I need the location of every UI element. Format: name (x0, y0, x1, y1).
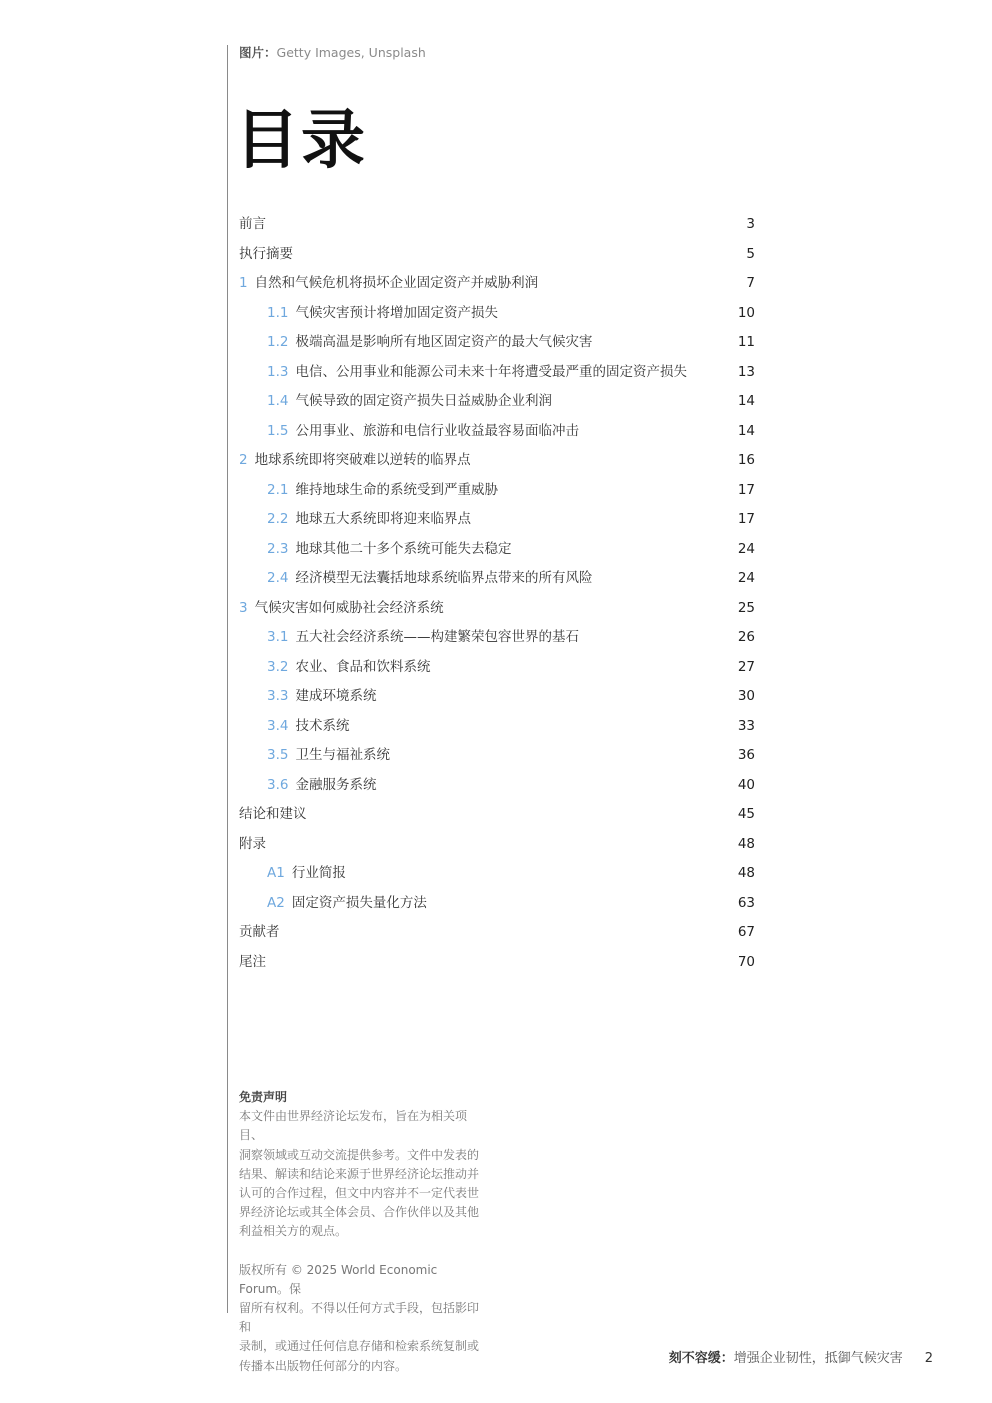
toc-entry-number: A1 (267, 865, 285, 881)
toc-entry-number: 3.4 (267, 717, 289, 734)
margin-rule (227, 45, 228, 1313)
toc-entry-title: 地球其他二十多个系统可能失去稳定 (295, 540, 512, 557)
toc-entry[interactable] (239, 948, 755, 978)
disclaimer-line: 留所有权利。不得以任何方式手段，包括影印和 (239, 1301, 480, 1335)
page-footer (669, 1347, 933, 1366)
toc-entry[interactable] (239, 859, 755, 889)
toc-entry-title: 地球系统即将突破难以逆转的临界点 (254, 452, 471, 468)
toc-entry[interactable] (239, 505, 755, 535)
toc-entry[interactable] (239, 918, 755, 948)
image-credit-label: 图片： (239, 45, 277, 60)
toc-entry-number: 1.1 (267, 304, 289, 321)
toc-entry-title: 附录 (239, 835, 266, 852)
disclaimer-line: 认可的合作过程，但文中内容并不一定代表世 (239, 1186, 480, 1201)
table-of-contents (239, 210, 755, 977)
copyright-body (239, 1261, 489, 1376)
disclaimer-line: 利益相关方的观点。 (239, 1224, 348, 1239)
toc-entry[interactable] (239, 299, 755, 329)
toc-entry-number: 2.1 (267, 481, 289, 498)
toc-entry-title: 极端高温是影响所有地区固定资产的最大气候灾害 (295, 334, 593, 350)
toc-entry-page: 70 (737, 953, 755, 970)
toc-entry-number: 1.2 (267, 334, 289, 350)
toc-entry-page: 3 (746, 216, 755, 232)
toc-entry-page: 14 (737, 393, 755, 409)
toc-entry-page: 5 (746, 245, 755, 262)
toc-entry[interactable] (239, 889, 755, 919)
toc-entry-title: 自然和气候危机将损坏企业固定资产并威胁利润 (254, 275, 539, 291)
toc-entry-page: 26 (737, 629, 755, 645)
toc-entry[interactable] (239, 240, 755, 270)
toc-entry-title: 公用事业、旅游和电信行业收益最容易面临冲击 (295, 422, 579, 439)
toc-entry-page: 24 (737, 570, 755, 586)
toc-entry-title: 地球五大系统即将迎来临界点 (295, 511, 471, 527)
disclaimer-line: 传播本出版物任何部分的内容。 (239, 1358, 408, 1373)
toc-entry-title: 执行摘要 (239, 245, 293, 262)
toc-entry-page: 48 (737, 835, 755, 852)
toc-entry-title: 金融服务系统 (295, 776, 377, 793)
toc-entry-title: 建成环境系统 (295, 688, 377, 704)
toc-entry-number: 3 (239, 599, 248, 616)
toc-entry-number: A2 (267, 894, 285, 911)
toc-entry-page: 16 (737, 452, 755, 468)
footer-report-subtitle: 增强企业韧性，抵御气候灾害 (733, 1351, 903, 1366)
toc-entry-page: 30 (737, 688, 755, 704)
toc-entry-page: 7 (746, 275, 755, 291)
toc-entry[interactable] (239, 800, 755, 830)
image-credit-text: Getty Images, Unsplash (276, 45, 426, 60)
toc-entry-page: 45 (737, 806, 755, 822)
toc-entry[interactable] (239, 328, 755, 358)
toc-entry[interactable] (239, 830, 755, 860)
toc-entry-title: 卫生与福祉系统 (295, 747, 390, 763)
toc-entry-number: 1.4 (267, 393, 289, 409)
toc-entry[interactable] (239, 712, 755, 742)
toc-entry-title: 五大社会经济系统——构建繁荣包容世界的基石 (295, 629, 579, 645)
disclaimer-title: 免责声明 (239, 1090, 288, 1104)
toc-entry-title: 固定资产损失量化方法 (291, 894, 427, 911)
toc-entry-page: 27 (737, 658, 755, 675)
toc-entry-title: 经济模型无法囊括地球系统临界点带来的所有风险 (295, 570, 593, 586)
toc-entry-page: 10 (737, 304, 755, 321)
toc-entry-page: 13 (737, 363, 755, 380)
toc-entry[interactable] (239, 269, 755, 299)
toc-entry[interactable] (239, 594, 755, 624)
toc-entry-number: 2 (239, 452, 248, 468)
image-credit (239, 43, 426, 61)
toc-entry[interactable] (239, 210, 755, 240)
toc-entry-title: 行业简报 (291, 865, 346, 881)
toc-entry-number: 2.2 (267, 511, 289, 527)
toc-entry-page: 67 (737, 924, 755, 940)
disclaimer-body (239, 1107, 489, 1241)
disclaimer-line: 本文件由世界经济论坛发布，旨在为相关项目、 (239, 1109, 468, 1143)
toc-entry[interactable] (239, 387, 755, 417)
toc-entry-number: 3.3 (267, 688, 289, 704)
disclaimer (239, 1088, 489, 1376)
page-title: 目录 (235, 104, 367, 178)
toc-entry-title: 结论和建议 (239, 806, 307, 822)
toc-entry-number: 3.6 (267, 776, 289, 793)
toc-entry-number: 3.1 (267, 629, 289, 645)
toc-entry-number: 2.4 (267, 570, 289, 586)
toc-entry[interactable] (239, 623, 755, 653)
toc-entry-page: 17 (737, 481, 755, 498)
toc-entry-page: 33 (737, 717, 755, 734)
toc-entry[interactable] (239, 682, 755, 712)
toc-entry-page: 40 (737, 776, 755, 793)
disclaimer-line: 结果、解读和结论来源于世界经济论坛推动并 (239, 1166, 480, 1181)
disclaimer-line: 界经济论坛或其全体会员、合作伙伴以及其他 (239, 1205, 480, 1220)
toc-entry-number: 2.3 (267, 540, 289, 557)
toc-entry-title: 气候灾害预计将增加固定资产损失 (295, 304, 498, 321)
toc-entry-title: 前言 (239, 216, 266, 232)
toc-entry[interactable] (239, 564, 755, 594)
toc-entry[interactable] (239, 446, 755, 476)
toc-entry[interactable] (239, 358, 755, 388)
toc-entry-page: 24 (737, 540, 755, 557)
page-number: 2 (924, 1351, 933, 1366)
toc-entry-page: 36 (737, 747, 755, 763)
toc-entry-page: 14 (737, 422, 755, 439)
toc-entry[interactable] (239, 741, 755, 771)
toc-entry-page: 63 (737, 894, 755, 911)
disclaimer-line: 洞察领域或互动交流提供参考。文件中发表的 (239, 1147, 480, 1162)
toc-entry[interactable] (239, 476, 755, 506)
toc-entry-title: 贡献者 (239, 924, 280, 940)
toc-entry[interactable] (239, 771, 755, 801)
toc-entry[interactable] (239, 417, 755, 447)
toc-entry-title: 气候灾害如何威胁社会经济系统 (254, 599, 444, 616)
toc-entry-page: 17 (737, 511, 755, 527)
toc-entry-title: 技术系统 (295, 717, 350, 734)
toc-entry-title: 农业、食品和饮料系统 (295, 658, 431, 675)
toc-entry-number: 3.2 (267, 658, 289, 675)
toc-entry-title: 维持地球生命的系统受到严重威胁 (295, 481, 498, 498)
toc-entry-title: 气候导致的固定资产损失日益威胁企业利润 (295, 393, 552, 409)
disclaimer-line: 版权所有 © 2025 World Economic Forum。保 (239, 1262, 438, 1296)
toc-entry-number: 1.3 (267, 363, 289, 380)
toc-entry-title: 尾注 (239, 953, 266, 970)
toc-entry-number: 3.5 (267, 747, 289, 763)
toc-entry[interactable] (239, 535, 755, 565)
toc-entry-page: 11 (737, 334, 755, 350)
toc-entry-title: 电信、公用事业和能源公司未来十年将遭受最严重的固定资产损失 (295, 363, 687, 380)
footer-report-title: 刻不容缓： (668, 1351, 734, 1366)
toc-entry-page: 48 (737, 865, 755, 881)
disclaimer-line: 录制，或通过任何信息存储和检索系统复制或 (239, 1339, 480, 1354)
toc-entry[interactable] (239, 653, 755, 683)
toc-entry-number: 1 (239, 275, 248, 291)
toc-entry-page: 25 (737, 599, 755, 616)
toc-entry-number: 1.5 (267, 422, 289, 439)
